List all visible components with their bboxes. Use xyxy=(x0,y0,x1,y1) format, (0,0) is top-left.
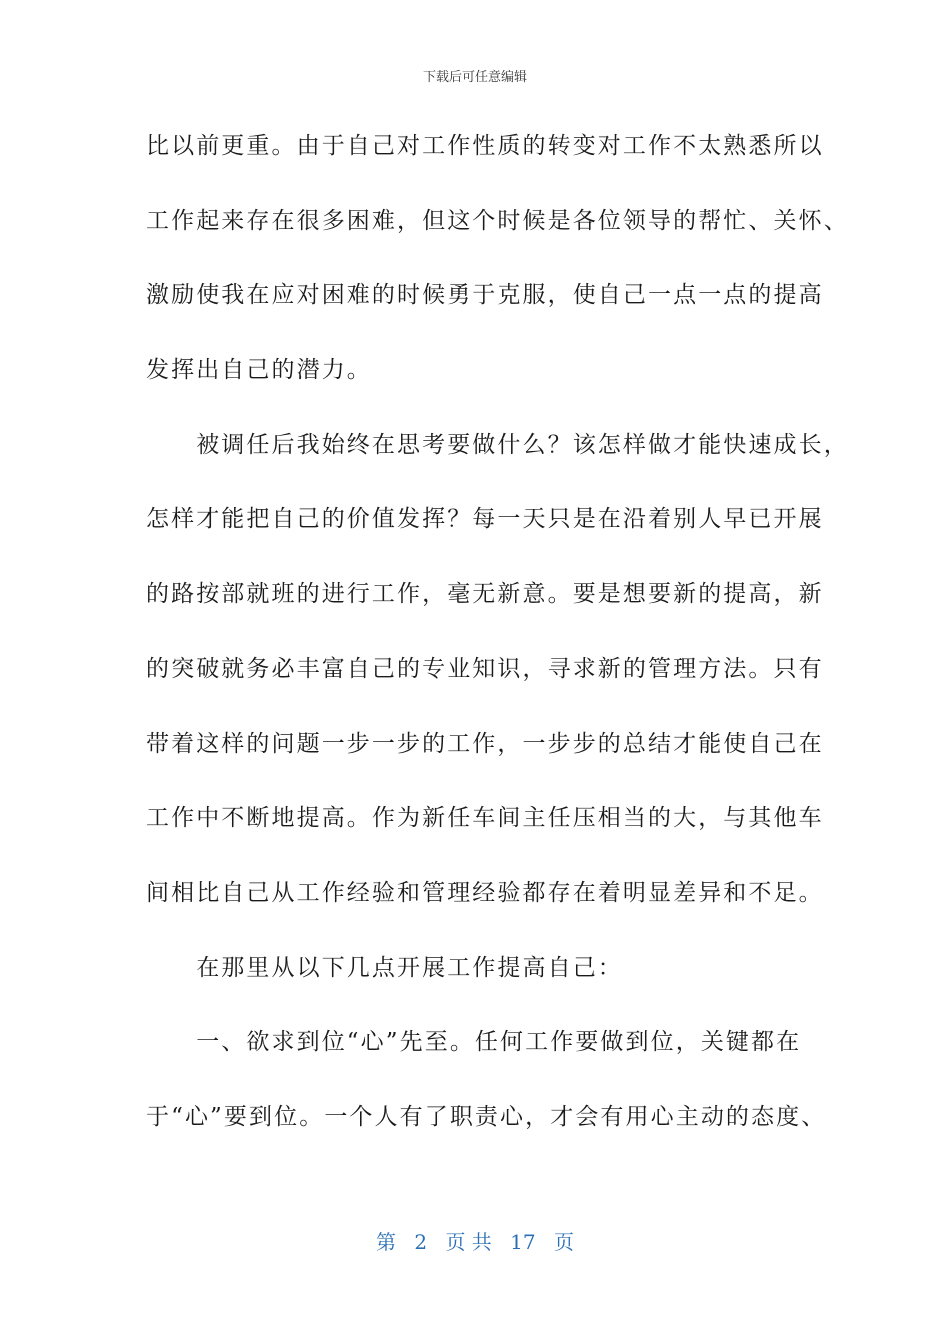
text-line: 于“心”要到位。一个人有了职责心，才会有用心主动的态度、 xyxy=(146,1103,827,1130)
footer-page-number: 2 xyxy=(414,1230,428,1254)
document-body xyxy=(146,122,849,1168)
text-line: 带着这样的问题一步一步的工作，一步步的总结才能使自己在 xyxy=(146,730,824,757)
footer-total-pages: 17 xyxy=(510,1230,536,1254)
text-line: 的突破就务必丰富自己的专业知识，寻求新的管理方法。只有 xyxy=(146,655,824,682)
text-line: 工作起来存在很多困难，但这个时候是各位领导的帮忙、关怀、 xyxy=(146,207,849,234)
text-line: 比以前更重。由于自己对工作性质的转变对工作不太熟悉所以 xyxy=(146,133,824,159)
text-line: 工作中不断地提高。作为新任车间主任压相当的大，与其他车 xyxy=(146,805,824,832)
footer-suffix: 页 xyxy=(553,1230,574,1254)
text-line: 怎样才能把自己的价值发挥？每一天只是在沿着别人早已开展 xyxy=(146,506,824,533)
text-line: 的路按部就班的进行工作，毫无新意。要是想要新的提高，新 xyxy=(146,581,824,608)
footer-middle: 页 共 xyxy=(445,1230,492,1254)
text-line: 发挥出自己的潜力。 xyxy=(146,357,372,384)
text-line: 激励使我在应对困难的时候勇于克服，使自己一点一点的提高 xyxy=(146,282,824,309)
footer-prefix: 第 xyxy=(376,1230,396,1254)
page-footer xyxy=(0,1226,950,1255)
page-header: 下载后可任意编辑 xyxy=(422,70,527,85)
text-line: 间相比自己从工作经验和管理经验都存在着明显差异和不足。 xyxy=(146,879,824,906)
text-line: 被调任后我始终在思考要做什么？该怎样做才能快速成长， xyxy=(146,431,849,458)
text-line: 一、欲求到位“心”先至。任何工作要做到位，关键都在 xyxy=(146,1029,802,1056)
text-line: 在那里从以下几点开展工作提高自己： xyxy=(146,954,623,981)
